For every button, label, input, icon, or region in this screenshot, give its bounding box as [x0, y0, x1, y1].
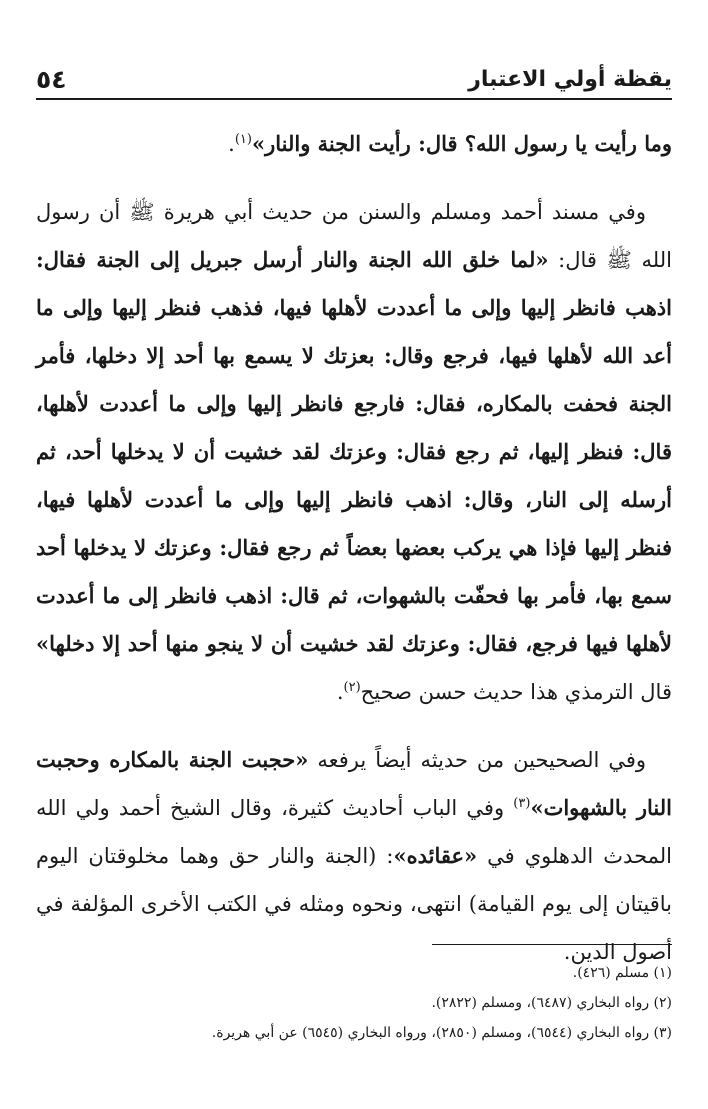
paragraph-3-intro: وفي الصحيحين من حديثه أيضاً يرفعه	[308, 748, 646, 772]
footnote-1: (١) مسلم (٤٢٦).	[572, 965, 672, 981]
paragraph-2-hadith: «لما خلق الله الجنة والنار أرسل جبريل إلى الجنة فقال: اذهب فانظر إليها وإلى ما أعددت لأهلها فيها، فذهب فنظر إليها وإلى ما أعد الله لأهلها فيها، فرجع وقال: بعزتك لا يسمع بها أحد إلا دخلها، فأمر الجنة فحفت بالمكاره، فقال: فارجع فانظر إليها وإلى ما أعددت لأهلها، قال: فنظر إليها، ثم رجع فقال: وعزتك لقد خشيت أن لا يدخلها أحد، ثم أرسله إلى النار، وقال: اذهب فانظر إليها وإلى ما أعددت لأهلها فيها، فنظر إليها فإذا هي يركب بعضها بعضاً ثم رجع فقال: وعزتك لا يدخلها أحد سمع بها، فأمر بها فحفّت بالشهوات، ثم قال: اذهب فانظر إلى ما أعددت لأهلها فيها فرجع، فقال: وعزتك لقد خشيت أن لا ينجو منها أحد إلا دخلها»	[36, 247, 672, 656]
paragraph-3-book-title: «عقائده»	[393, 843, 478, 868]
paragraph-2-end: .	[336, 680, 344, 704]
paragraph-3-tail: : (الجنة والنار حق وهما مخلوقتان اليوم باقيتان إلى يوم القيامة) انتهى، ونحوه ومثله في الكتب الأخرى المؤلفة في أصول الدين.	[36, 844, 672, 964]
footnote-ref-1: (١)	[234, 132, 252, 147]
page-number: ٥٤	[36, 65, 67, 94]
running-title: يقظة أولي الاعتبار	[468, 67, 672, 92]
paragraph-2	[36, 188, 672, 716]
paragraph-2-intro: وفي مسند أحمد ومسلم والسنن من حديث أبي هريرة ﷺ أن رسول الله ﷺ قال:	[36, 200, 672, 272]
paragraph-2-tail: قال الترمذي هذا حديث حسن صحيح	[360, 680, 672, 704]
paragraph-3-hadith: «حجبت الجنة بالمكاره وحجبت النار بالشهوات»	[36, 747, 672, 820]
main-text	[36, 120, 672, 996]
footnote-2: (٢) رواه البخاري (٦٤٨٧)، ومسلم (٢٨٢٢).	[431, 995, 672, 1011]
paragraph-3-mid: وفي الباب أحاديث كثيرة، وقال الشيخ أحمد ولي الله المحدث الدهلوي في	[36, 796, 672, 868]
footnote-ref-2: (٢)	[343, 680, 361, 695]
paragraph-1-text: وما رأيت يا رسول الله؟ قال: رأيت الجنة والنار»	[251, 131, 672, 156]
page-header	[36, 58, 672, 100]
footnote-ref-3: (٣)	[513, 796, 531, 811]
footnote-divider	[432, 944, 672, 945]
paragraph-1	[36, 120, 672, 168]
paragraph-3	[36, 736, 672, 976]
footnote-3: (٣) رواه البخاري (٦٥٤٤)، ومسلم (٢٨٥٠)، ورواه البخاري (٦٥٤٥) عن أبي هريرة.	[211, 1025, 672, 1041]
paragraph-1-end: .	[228, 132, 235, 156]
footnotes	[36, 958, 672, 1048]
